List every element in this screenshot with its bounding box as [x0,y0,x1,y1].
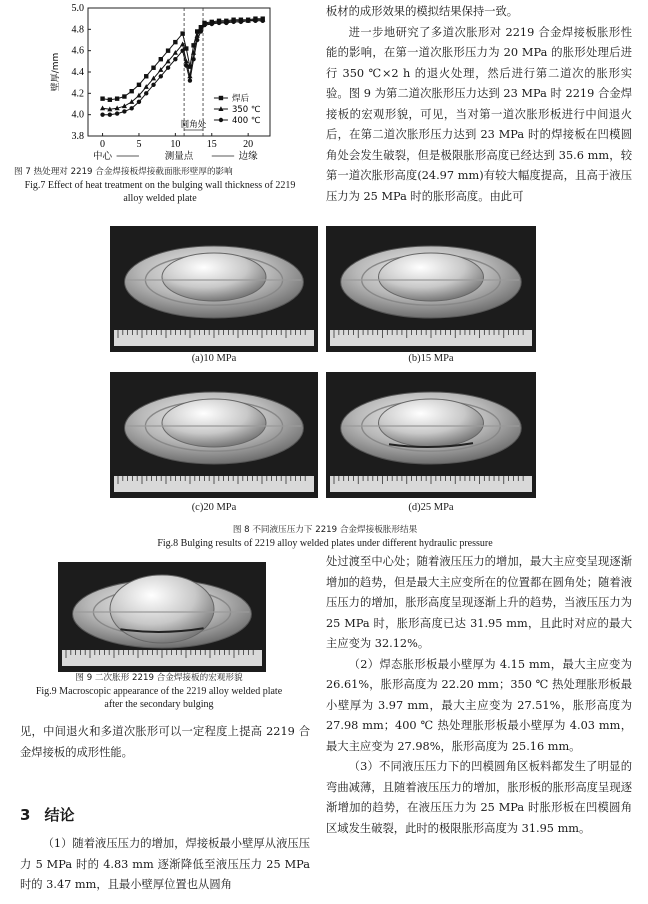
data-point [173,57,177,61]
data-point [144,74,148,78]
data-point [224,21,228,25]
paragraph: （3）不同液压压力下的凹模圆角区板料都发生了明显的弯曲减薄，且随着液压压力的增加，胀形板的胀形高度呈现逐渐增加的趋势，在液压压力为 25 MPa 时胀形板在凹模圆角区域发生破裂，此时的极限胀形高度为 31.95 mm。 [326,760,632,835]
fig9-caption [14,672,304,711]
plate-image [110,372,318,498]
y-tick-label: 3.8 [71,131,84,142]
data-point [100,105,105,110]
x-axis-label: 测量点 [164,151,194,162]
paragraph: 见，中间退火和多道次胀形可以一定程度上提高 2219 合金焊接板的成形性能。 [20,725,310,759]
data-point [199,29,203,33]
section-title: 结论 [44,806,75,824]
fig9-caption-en-1: Fig.9 Macroscopic appearance of the 2219 alloy welded plate [35,686,283,697]
data-point [184,63,188,67]
y-tick-label: 4.8 [71,24,84,36]
data-point [144,91,148,95]
legend-marker [219,118,223,122]
data-point [246,19,250,23]
data-point [108,112,112,116]
data-point [100,112,104,116]
y-tick-label: 5.0 [71,3,84,14]
fig7-caption-en: Fig.7 Effect of heat treatment on the bulging wall thickness of 2219 alloy welded plate [24,180,296,204]
plate-image [326,372,536,498]
paragraph: 处过渡至中心处；随着液压压力的增加，最大主应变呈现逐渐增加的趋势，但是最大主应变所在的位置都在圆角处；随着液压压力的增加，胀形高度呈现逐渐上升的趋势，当液压压力为 25 MPa 时，胀形高度已达 31.95 mm，且此时对应的最大主应变为 32.12%。 [326,555,632,650]
data-point [151,83,155,87]
fig7-chart [12,0,310,168]
right-top-text [326,2,632,207]
y-tick-label: 4.0 [71,109,84,121]
series-line [103,19,263,100]
data-point [122,94,126,98]
paragraph: （1）随着液压压力的增加，焊接板最小壁厚从液压压力 5 MPa 时的 4.83 mm 逐渐降低至液压压力 25 MPa 时的 3.47 mm，且最小壁厚位置也从圆角 [20,837,310,891]
plate-dome [162,399,266,447]
y-tick-label: 4.6 [71,45,84,57]
legend-marker [219,96,223,100]
data-point [173,40,177,44]
fig9-caption-en-2: after the secondary bulging [104,699,214,710]
data-point [129,106,133,110]
data-point [180,31,184,35]
data-point [159,74,163,78]
section-number: 3 [20,806,31,824]
legend-label: 350 ℃ [231,105,261,115]
fig8b-label: (b)15 MPa [408,353,454,364]
x-tick-label: 15 [206,139,217,150]
data-point [166,48,170,52]
y-axis-label: 壁厚/mm [51,52,61,92]
fig8d-photo [326,372,536,498]
data-point [180,48,184,52]
plate-dome [379,399,484,447]
section-heading [20,804,74,825]
plate-image [326,226,536,352]
data-point [195,38,199,42]
fig9-caption-cn: 图 9 二次胀形 2219 合金焊接板的宏观形貌 [75,673,243,683]
x-tick-label: 10 [170,139,181,150]
x-tick-label: 0 [100,139,106,150]
x-tick-label: 5 [136,139,142,150]
data-point [231,20,235,24]
data-point [115,111,119,115]
paragraph: 板材的成形效果的模拟结果保持一致。 [326,5,519,18]
data-point [217,21,221,25]
data-point [239,20,243,24]
left-bottom-text [20,722,310,763]
data-point [137,100,141,104]
data-point [191,57,195,61]
data-point [129,89,133,93]
data-point [202,23,206,27]
fig8a-photo [110,226,318,352]
data-point [115,96,119,100]
x-end-label-left: 中心 [93,151,113,162]
paragraph: （2）焊态胀形板最小壁厚为 4.15 mm，最大主应变为 26.61%，胀形高度为 22.20 mm；350 ℃ 热处理胀形板最小壁厚为 3.97 mm，最大主应变为 27.51%，胀形高度为 27.98 mm；400 ℃ 热处理胀形板最小壁厚为 4.03 mm，最大主应变为 27.98%，胀形高度为 25.16 mm。 [326,657,632,753]
right-bottom-text [326,552,632,839]
y-tick-label: 4.4 [71,67,84,78]
plate-image [58,562,266,672]
data-point [122,109,126,113]
data-point [159,57,163,61]
data-point [100,96,104,100]
data-point [253,19,257,23]
fig8c-label: (c)20 MPa [191,502,237,513]
data-point [151,66,155,70]
data-point [122,103,127,108]
series-0 [100,16,265,101]
fig8-caption [60,524,590,550]
plate-dome [379,253,484,301]
data-point [137,83,141,87]
legend-label: 焊后 [231,94,249,104]
fig8c-photo [110,372,318,498]
paragraph: 进一步地研究了多道次胀形对 2219 合金焊接板胀形性能的影响，在第一道次胀形压力为 20 MPa 的胀形处理后进行 350 ℃×2 h 的退火处理，然后进行第二道次的胀形实验。图 9 为第二道次胀形压力达到 23 MPa 时 2219 合金焊接板的宏观形貌，可见，当对第一道次胀形板进行中间退火后，在第二道次胀形压力达到 23 MPa 时的焊接板在凹模圆角处会发生破裂，但是极限胀形高度已经达到 35.6 mm，较第一道次胀形高度(24.97 mm)有较大幅度提高，且高于液压压力为 25 MPa 时的胀形高度。由此可 [326,25,632,203]
x-tick-label: 20 [243,139,254,150]
data-point [210,22,214,26]
y-tick-label: 4.2 [71,88,84,100]
left-conclusion-text [20,834,310,896]
x-end-label-right: 边缘 [238,151,258,162]
fig8a-label: (a)10 MPa [191,353,237,364]
plate-image [110,226,318,352]
fig8b-photo [326,226,536,352]
fig8-caption-cn: 图 8 不同液压压力下 2219 合金焊接板胀形结果 [232,525,418,535]
data-point [261,19,265,23]
plate-dome [162,253,266,301]
data-point [108,98,112,102]
data-point [188,78,192,82]
fig7-caption [14,166,306,205]
data-point [166,66,170,70]
fig9-photo [58,562,266,672]
fig8d-label: (d)25 MPa [408,502,454,513]
fig7-svg [12,0,310,168]
corner-annotation: 圆角处 [180,120,207,130]
legend-label: 400 ℃ [231,116,261,126]
fig7-caption-cn: 图 7 热处理对 2219 合金焊接板焊接截面胀形壁厚的影响 [14,167,233,177]
fig8-caption-en: Fig.8 Bulging results of 2219 alloy welded plates under different hydraulic pressure [157,538,493,549]
